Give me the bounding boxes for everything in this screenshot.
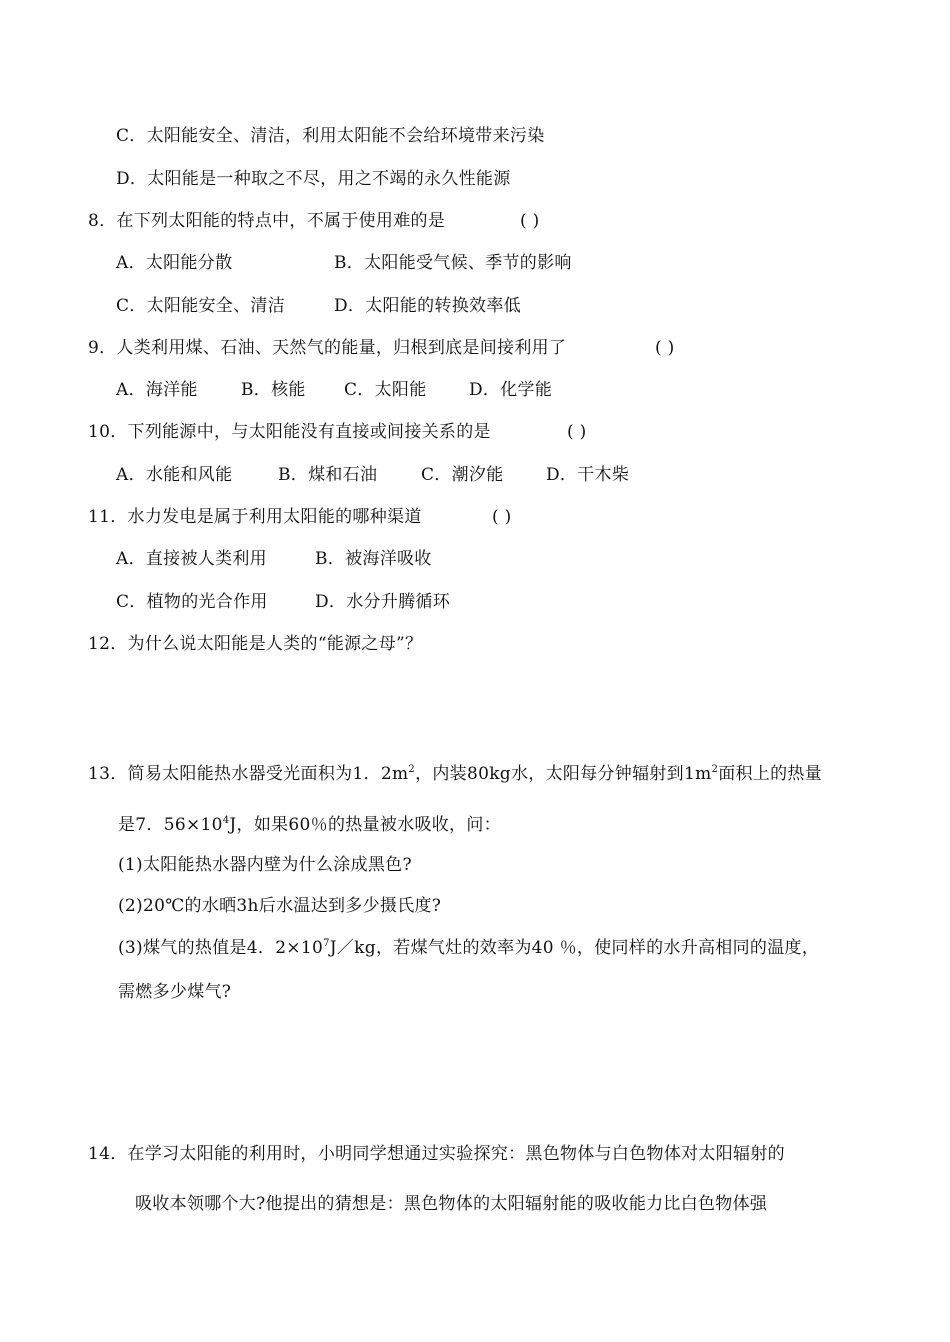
- q11-answer-paren: ( ): [492, 507, 512, 527]
- q11-stem: 11．水力发电是属于利用太阳能的哪种渠道: [88, 507, 422, 527]
- q8-option-c: C．太阳能安全、清洁: [116, 296, 286, 316]
- q10-option-c: C．潮汐能: [421, 465, 504, 485]
- q11-option-c: C．植物的光合作用: [116, 592, 268, 612]
- q13-l2a: 是7．56×10: [118, 815, 223, 835]
- q13-l1-sup: 2: [408, 764, 416, 775]
- q8-option-d: D．太阳能的转换效率低: [334, 296, 521, 316]
- q13-part-3-line2: 需燃多少煤气?: [118, 982, 232, 1002]
- q9-option-d: D．化学能: [469, 380, 553, 400]
- q8-answer-paren: ( ): [520, 211, 540, 231]
- q13-part-1: (1)太阳能热水器内壁为什么涂成黑色?: [118, 855, 412, 875]
- q13-part-2: (2)20℃的水晒3h后水温达到多少摄氏度?: [118, 896, 442, 916]
- q9-answer-paren: ( ): [655, 338, 675, 358]
- q13-stem-line1: [88, 762, 822, 786]
- q13-l2-sup: 4: [222, 815, 230, 826]
- q13-p3b: J／kg，若煤气灶的效率为40 ％，使同样的水升高相同的温度，: [329, 938, 820, 958]
- q13-l1a: 13．简易太阳能热水器受光面积为1．2m: [88, 764, 409, 784]
- q13-l2b: J，如果60％的热量被水吸收，问：: [229, 815, 501, 835]
- q9-option-c: C．太阳能: [344, 380, 427, 400]
- q11-option-d: D．水分升腾循环: [315, 592, 451, 612]
- q11-option-a: A．直接被人类利用: [116, 549, 267, 569]
- q9-option-b: B．核能: [241, 380, 306, 400]
- q10-answer-paren: ( ): [567, 422, 587, 442]
- q13-p3-sup: 7: [323, 938, 330, 949]
- q11-option-b: B．被海洋吸收: [315, 549, 432, 569]
- q13-l1-sup2: 2: [711, 764, 719, 775]
- q13-stem-line2: [118, 813, 501, 837]
- q13-part-3-line1: [118, 936, 819, 960]
- q9-option-a: A．海洋能: [116, 380, 198, 400]
- q8-option-a: A．太阳能分散: [116, 253, 233, 273]
- q14-stem-line2: 吸收本领哪个大?他提出的猜想是：黑色物体的太阳辐射能的吸收能力比白色物体强: [135, 1194, 768, 1214]
- q10-stem: 10．下列能源中，与太阳能没有直接或间接关系的是: [88, 422, 491, 442]
- q13-l1c: 面积上的热量: [718, 764, 822, 784]
- q10-option-a: A．水能和风能: [116, 465, 233, 485]
- q13-l1b: ，内装80kg水，太阳每分钟辐射到1m: [415, 764, 712, 784]
- q12-stem: 12．为什么说太阳能是人类的“能源之母”？: [88, 634, 423, 654]
- q8-stem-text: 8．在下列太阳能的特点中，不属于使用难的是: [88, 211, 446, 231]
- q10-option-d: D．干木柴: [546, 465, 630, 485]
- q8-stem: [88, 209, 445, 233]
- q8-option-b: B．太阳能受气候、季节的影响: [334, 253, 572, 273]
- q7-option-c: C．太阳能安全、清洁，利用太阳能不会给环境带来污染: [116, 126, 545, 146]
- q9-stem: 9．人类利用煤、石油、天然气的能量，归根到底是间接利用了: [88, 338, 567, 358]
- q14-stem-line1: 14．在学习太阳能的利用时，小明同学想通过实验探究：黑色物体与白色物体对太阳辐射的: [88, 1144, 785, 1164]
- q10-option-b: B．煤和石油: [278, 465, 378, 485]
- q13-p3a: (3)煤气的热值是4．2×10: [118, 938, 324, 958]
- q7-option-d: D．太阳能是一种取之不尽，用之不竭的永久性能源: [116, 169, 511, 189]
